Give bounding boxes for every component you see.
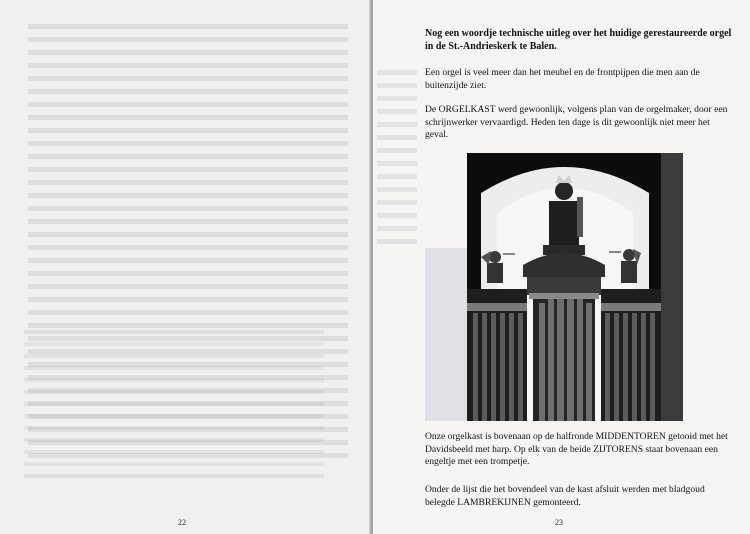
bleed-through-text-right (377, 70, 417, 250)
paragraph-lambrekijnen: Onder de lijst die het bovendeel van de kast afsluit werden met bladgoud belegde LAMBREKIJNEN gemonteerd. (425, 484, 705, 508)
organ-illustration (467, 153, 661, 421)
photo-shadow (425, 248, 467, 421)
right-page (373, 0, 750, 534)
paragraph-orgelkast: De ORGELKAST werd gewoonlijk, volgens plan van de orgelmaker, door een schrijnwerker vervaardigd. Heden ten dage is dit gewoonlijk niet meer het geval. (425, 104, 728, 141)
page-number-left: 22 (178, 518, 186, 527)
organ-photo (467, 153, 661, 421)
photo-edge (661, 153, 683, 421)
paragraph-middentoren: Onze orgelkast is bovenaan op de halfronde MIDDENTOREN getooid met het Davidsbeeld met harp. Op elk van de beide ZIJTORENS staat bovenaan een engeltje met een trompetje. (425, 431, 728, 468)
page-number-right: 23 (555, 518, 563, 527)
page-heading: Nog een woordje technische uitleg over het huidige gerestaureerde orgel in de St.-Andrieskerk te Balen. (425, 28, 732, 52)
left-page (0, 0, 371, 534)
bleed-through-text-lower (24, 330, 324, 480)
paragraph-intro: Een orgel is veel meer dan het meubel en de frontpijpen die men aan de buitenzijde ziet. (425, 67, 700, 91)
